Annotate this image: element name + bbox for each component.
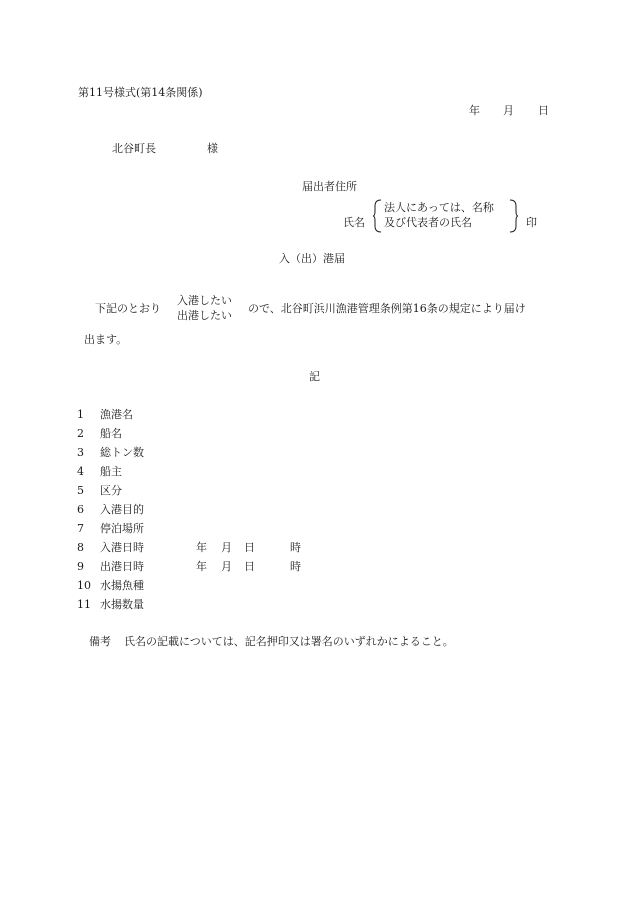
corporate-note-line2: 及び代表者の氏名	[384, 216, 472, 229]
item-label: 出港日時	[100, 560, 144, 573]
item-label: 区分	[100, 484, 122, 497]
item-label: 水揚魚種	[100, 579, 144, 592]
exit-day: 日	[244, 560, 255, 573]
item-label: 船主	[100, 465, 122, 478]
item-number: 1	[77, 408, 84, 421]
item-number: 4	[77, 465, 84, 478]
entry-day: 日	[244, 541, 255, 554]
date-month: 月	[503, 104, 514, 117]
option-enter-port: 入港したい	[177, 294, 232, 307]
item-number: 2	[77, 427, 84, 440]
body-prefix: 下記のとおり	[95, 302, 161, 315]
item-label: 水揚数量	[100, 598, 144, 611]
item-label: 停泊場所	[100, 522, 144, 535]
notifier-address-label: 届出者住所	[302, 180, 357, 193]
item-label: 総トン数	[100, 446, 144, 459]
item-number: 7	[77, 522, 84, 535]
remarks-label: 備考	[89, 635, 111, 648]
document-title: 入（出）港届	[279, 252, 345, 265]
item-label: 入港日時	[100, 541, 144, 554]
item-number: 5	[77, 484, 84, 497]
corporate-note-line1: 法人にあっては、名称	[384, 201, 494, 214]
addressee-name: 北谷町長	[112, 142, 156, 155]
entry-month: 月	[221, 541, 232, 554]
item-number: 9	[77, 560, 84, 573]
exit-year: 年	[196, 560, 207, 573]
item-number: 8	[77, 541, 84, 554]
addressee-honorific: 様	[207, 142, 218, 155]
item-number: 3	[77, 446, 84, 459]
option-exit-port: 出港したい	[177, 309, 232, 322]
date-day: 日	[538, 104, 549, 117]
body-line2: 出ます。	[84, 333, 128, 346]
entry-year: 年	[196, 541, 207, 554]
item-number: 6	[77, 503, 84, 516]
form-number: 第11号様式(第14条関係)	[78, 86, 203, 99]
seal-mark: 印	[526, 216, 537, 229]
date-year: 年	[469, 104, 480, 117]
item-label: 漁港名	[100, 408, 133, 421]
entry-hour: 時	[290, 541, 301, 554]
item-number: 11	[77, 598, 91, 611]
exit-hour: 時	[290, 560, 301, 573]
remarks-text: 氏名の記載については、記名押印又は署名のいずれかによること。	[124, 635, 454, 648]
item-label: 入港目的	[100, 503, 144, 516]
item-number: 10	[77, 579, 91, 592]
notifier-name-label: 氏名	[343, 216, 365, 229]
exit-month: 月	[221, 560, 232, 573]
item-label: 船名	[100, 427, 122, 440]
body-suffix: ので、北谷町浜川漁港管理条例第16条の規定により届け	[248, 302, 526, 315]
ki-heading: 記	[309, 370, 320, 383]
